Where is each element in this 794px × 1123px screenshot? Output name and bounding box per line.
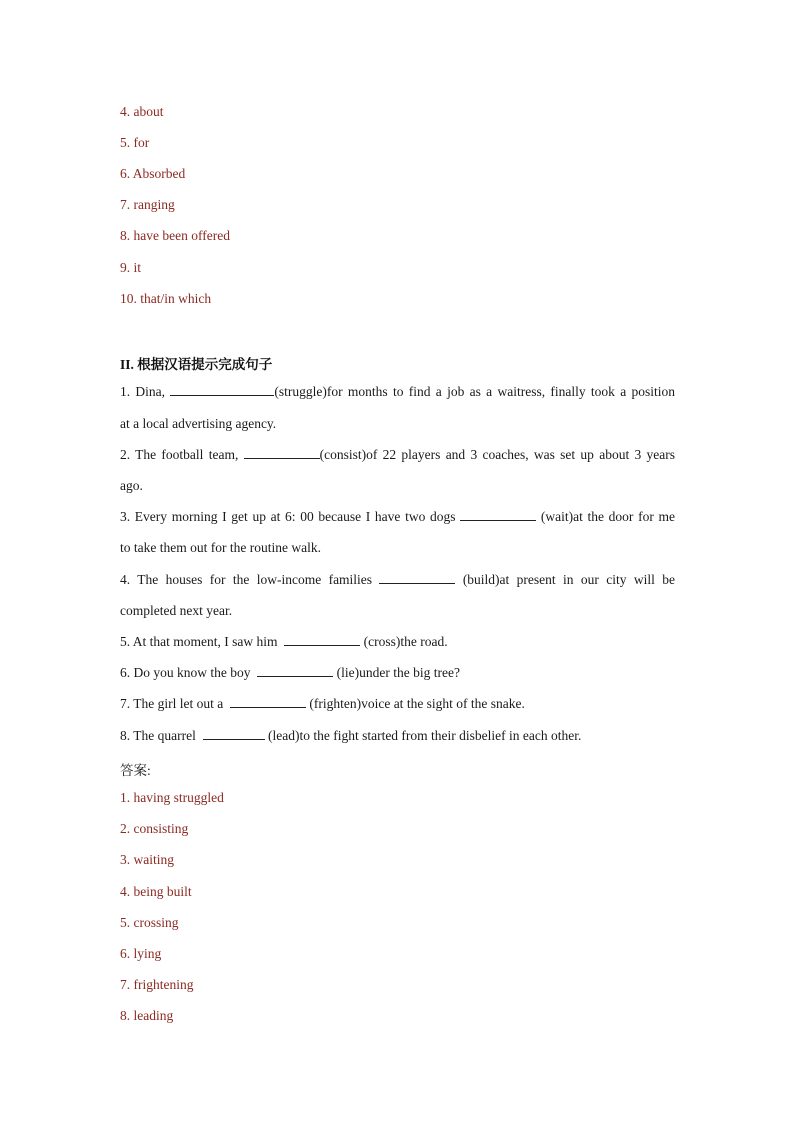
answer-item: 4. about <box>120 104 164 119</box>
answer-item: 4. being built <box>120 884 192 899</box>
answer-item: 10. that/in which <box>120 291 212 306</box>
question-5 <box>120 634 675 650</box>
question-3-line-1 <box>120 509 675 525</box>
question-text: 3. Every morning I get up at 6: 00 because I have two dogs <box>120 509 456 524</box>
question-text: (build)at present in our city will be <box>462 572 676 587</box>
answer-blank <box>203 728 265 740</box>
answer-item: 8. have been offered <box>120 228 230 243</box>
answer-blank <box>257 665 333 677</box>
question-text: 5. At that moment, I saw him <box>120 634 278 649</box>
answer-item: 7. frightening <box>120 977 194 992</box>
question-8 <box>120 728 675 744</box>
answer-blank <box>244 447 320 459</box>
question-1-line-2: at a local advertising agency. <box>120 416 277 431</box>
question-3-line-2: to take them out for the routine walk. <box>120 540 321 555</box>
question-text: 6. Do you know the boy <box>120 665 251 680</box>
question-text: 4. The houses for the low-income families <box>120 572 373 587</box>
answer-blank <box>379 572 455 584</box>
question-text: (frighten)voice at the sight of the snake. <box>309 696 525 711</box>
section-heading: II. 根据汉语提示完成句子 <box>120 357 273 372</box>
question-text: 2. The football team, <box>120 447 239 462</box>
question-text: (wait)at the door for me <box>540 509 676 524</box>
answer-item: 3. waiting <box>120 852 174 867</box>
answer-blank <box>460 509 536 521</box>
question-text: (struggle)for months to find a job as a waitress, finally took a position <box>274 384 676 399</box>
answer-item: 6. lying <box>120 946 162 961</box>
question-text: (cross)the road. <box>363 634 448 649</box>
question-text: (lie)under the big tree? <box>336 665 460 680</box>
answer-item: 9. it <box>120 260 142 275</box>
question-1-line-1 <box>120 384 675 400</box>
answer-item: 5. for <box>120 135 150 150</box>
question-text: 7. The girl let out a <box>120 696 224 711</box>
answer-item: 2. consisting <box>120 821 189 836</box>
question-2-line-1 <box>120 447 675 463</box>
answer-item: 6. Absorbed <box>120 166 186 181</box>
answer-item: 8. leading <box>120 1008 174 1023</box>
question-4-line-2: completed next year. <box>120 603 233 618</box>
question-text: 1. Dina, <box>120 384 166 399</box>
answer-blank <box>284 634 360 646</box>
answer-blank <box>170 384 274 396</box>
question-6 <box>120 665 675 681</box>
question-text: (consist)of 22 players and 3 coaches, was set up about 3 years <box>319 447 676 462</box>
question-text: (lead)to the fight started from their disbelief in each other. <box>267 728 582 743</box>
question-7 <box>120 696 675 712</box>
answer-item: 5. crossing <box>120 915 179 930</box>
answer-item: 1. having struggled <box>120 790 224 805</box>
answer-blank <box>230 696 306 708</box>
question-4-line-1 <box>120 572 675 588</box>
answer-item: 7. ranging <box>120 197 175 212</box>
question-2-line-2: ago. <box>120 478 143 493</box>
question-text: 8. The quarrel <box>120 728 196 743</box>
answer-label: 答案: <box>120 763 151 778</box>
